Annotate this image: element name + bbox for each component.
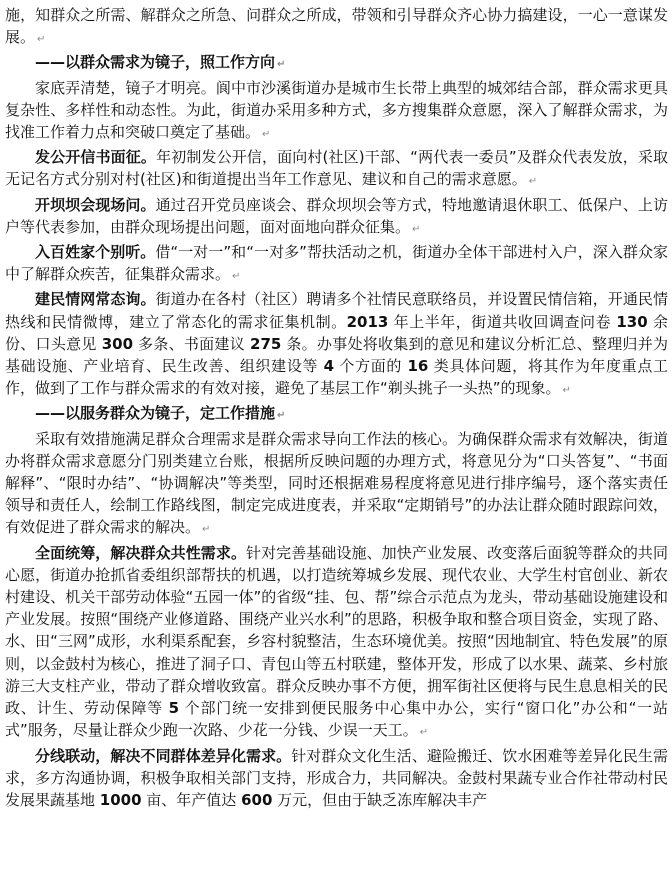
paragraph-mark: ↵	[277, 59, 286, 71]
paragraph-text: 年上半年，街道共收回调查问卷	[388, 312, 617, 331]
paragraph-text: 针对完善基础设施、加快产业发展、改变落后面貌等群众的共同心愿，街道办抢抓省委组织部帮扶的机遇，以打造统筹城乡发展、现代农业、大学生村官创业、新农村建设、机关干部劳动体验“五园一体”的省级“挂、包、帮”综合示范点为龙头，带动基础设施建设和产业发展。按照“围绕产业修道路、围绕产业兴水利”的思路，积极争取和整合项目资金，实现了路、水、田“三网”成形，水利渠系配套，乡容村貌整洁，生态环境优美。按照“因地制宜、特色发展”的原则，以金鼓村为核心，推进了洞子口、青包山等五村联建，整体开发，形成了以水果、蔬菜、乡村旅游三大支柱产业，带动了群众增收致富。群众反映办事不方便，拥军街社区便将与民生息息相关的民政、计生、劳动保障等	[5, 543, 668, 718]
paragraph-coordinated-action	[5, 745, 668, 812]
paragraph-lead: 开坝坝会现场问。	[35, 195, 156, 214]
paragraph-text: 多条、书面建议	[133, 334, 251, 353]
problem-category-count: 16	[407, 357, 429, 376]
section-heading-text: ——以群众需求为镜子，照工作方向	[35, 53, 276, 72]
paragraph-mark: ↵	[528, 176, 538, 188]
section-heading-2	[5, 402, 668, 427]
paragraph-text: 家底弄清楚，镜子才明亮。阆中市沙溪街道办是城市生长带上典型的城郊结合部，群众需求更具复杂性、多样性和动态性。为此，街道办采用多种方式，多方搜集群众意愿，深入了解群众需求，为找准工作着力点和突破口奠定了基础。	[5, 78, 668, 142]
output-value: 600	[241, 790, 273, 809]
paragraph-onsite-meeting	[5, 194, 668, 241]
paragraph-text: 针对群众文化生活、避险搬迁、饮水困难等差异化民生需求，多方沟通协调，积极争取相关部门支持，形成合力，共同解决。金鼓村果蔬专业合作社带动村民发展果蔬基地	[5, 746, 668, 809]
paragraph-lead: 入百姓家个别听。	[35, 243, 156, 262]
paragraph-text: 街道办在各村（社区）聘请多个社情民意联络员，并设置民情信箱，开通民情热线和民情微博，建立了常态化的需求征集机制。	[5, 290, 668, 331]
paragraph-text: 借“一对一”和“一对多”帮扶活动之机，街道办全体干部进村入户，深入群众家中了解群众疾苦，征集群众需求。	[5, 243, 668, 284]
oral-opinion-count: 300	[101, 334, 134, 353]
paragraph-mark: ↵	[37, 34, 46, 46]
section-heading-1	[5, 51, 668, 76]
paragraph-public-opinion-network	[5, 288, 668, 402]
department-count: 5	[168, 699, 180, 718]
section-heading-text: ——以服务群众为镜子，定工作措施	[35, 404, 276, 423]
paragraph-text: 类具体问题，将其作为年度重点工作，做到了工作与群众需求的有效对接，避免了基层工作“剃头挑子一头热”的现象。	[5, 357, 668, 398]
aspect-count: 4	[323, 357, 334, 376]
paragraph-lead: 分线联动，解决不同群体差异化需求。	[35, 746, 292, 765]
paragraph-text: 余份、口头意见	[5, 312, 668, 353]
paragraph-text: 施，知群众之所需、解群众之所急、问群众之所成，带领和引导群众齐心协力搞建设，一心一意谋发展。	[5, 6, 668, 47]
paragraph-text: 万元，但由于缺乏冻库解决丰产	[272, 790, 488, 809]
paragraph-intro-tail	[5, 4, 668, 51]
paragraph-text: 条。办事处将收集到的意见和建议分析汇总、整理归并为基础设施、产业培育、民生改善、组织建设等	[5, 334, 668, 376]
paragraph-text: 亩、年产值达	[141, 790, 242, 809]
written-suggestion-count: 275	[250, 334, 282, 353]
paragraph-text: 个方面的	[334, 357, 408, 376]
paragraph-mark: ↵	[232, 271, 241, 283]
paragraph-mark: ↵	[277, 410, 286, 422]
paragraph-mark: ↵	[562, 385, 571, 397]
paragraph-mark: ↵	[419, 727, 429, 739]
survey-count: 130	[616, 312, 648, 331]
paragraph-text: 采取有效措施满足群众合理需求是群众需求导向工作法的核心。为确保群众需求有效解决，街道办将群众需求意愿分门别类建立台账，根据所反映问题的办理方式，将意见分为“口头答复”、“书面解释”、“限时办结”、“协调解决”等类型，同时还根据难易程度将意见进行排序编号，逐个落实责任领导和责任人，绘制工作路线图，制定完成进度表，并采取“定期销号”的办法让群众随时跟踪问效，有效促进了群众需求的解决。	[5, 429, 668, 537]
paragraph-lead: 发公开信书面征。	[35, 148, 157, 167]
paragraph-text: 个部门统一安排到便民服务中心集中办公，实行“窗口化”办公和“一站式”服务，尽量让群众少跑一次路、少花一分钱、少误一天工。	[5, 699, 668, 740]
paragraph-home-visits	[5, 241, 668, 288]
paragraph-text: 通过召开党员座谈会、群众坝坝会等方式，特地邀请退休职工、低保户、上访户等代表参加，由群众现场提出问题，面对面地向群众征集。	[5, 195, 668, 236]
paragraph-mark: ↵	[412, 223, 421, 235]
paragraph-measures-overview	[5, 428, 668, 542]
paragraph-mark: ↵	[262, 129, 271, 141]
paragraph-lead: 全面统筹，解决群众共性需求。	[35, 543, 247, 562]
paragraph-text: 年初制发公开信，面向村(社区)干部、“两代表一委员”及群众代表发放，采取无记名方式分别对村(社区)和街道提出当年工作意见、建议和自己的需求意愿。	[5, 148, 668, 189]
paragraph-lead: 建民情网常态询。	[35, 290, 156, 309]
paragraph-open-letter	[5, 146, 668, 193]
paragraph-needs-overview	[5, 77, 668, 147]
year-value: 2013	[346, 312, 389, 331]
paragraph-mark: ↵	[202, 524, 211, 536]
base-area-value: 1000	[99, 790, 142, 809]
paragraph-overall-planning	[5, 542, 668, 745]
